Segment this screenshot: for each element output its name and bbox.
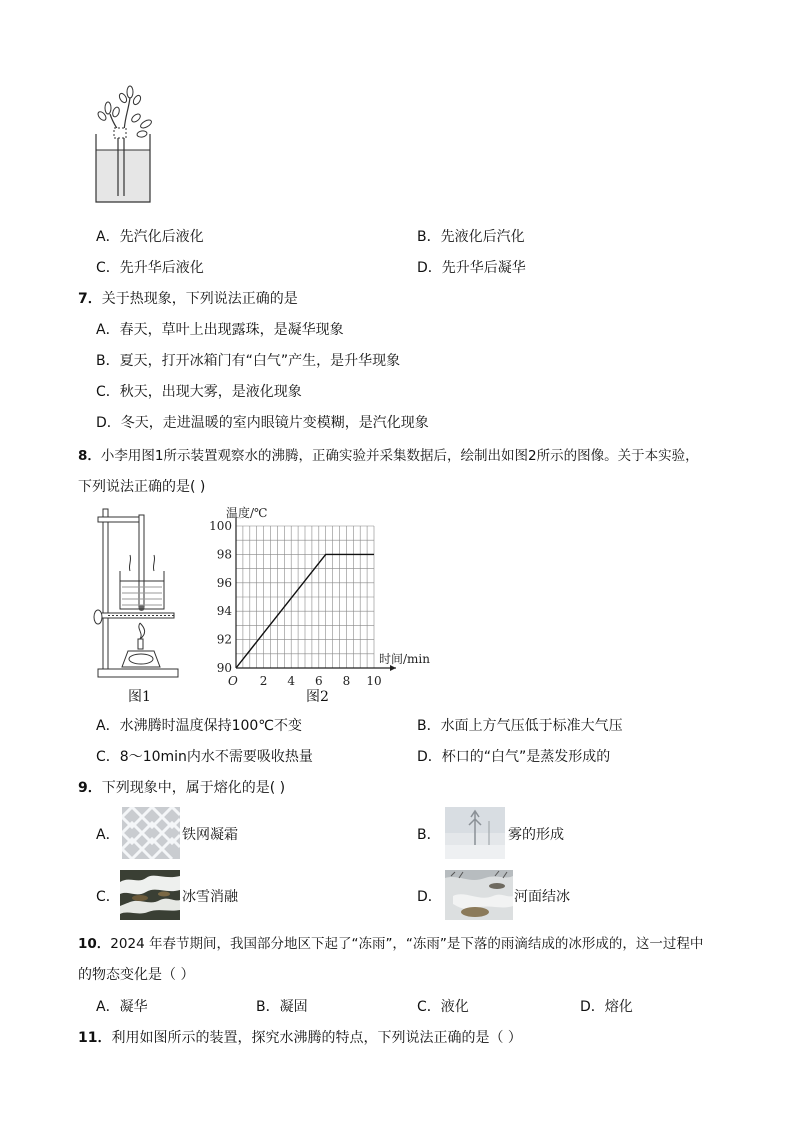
frozen-river-photo	[445, 870, 513, 920]
q11-stem: 11．利用如图所示的装置，探究水沸腾的特点，下列说法正确的是（ ）	[78, 1030, 522, 1046]
chart-origin: O	[228, 674, 238, 688]
y-tick-label: 96	[216, 575, 232, 590]
y-tick-label: 94	[216, 604, 232, 619]
q8-stem-line2: 下列说法正确的是( )	[78, 479, 206, 495]
q7-option-a[interactable]: A．春天，草叶上出现露珠，是凝华现象	[96, 322, 344, 338]
q10-option-d[interactable]: D．熔化	[580, 999, 633, 1015]
q6-option-a[interactable]: A．先汽化后液化	[96, 229, 204, 245]
q9-option-b-letter[interactable]: B．	[417, 827, 441, 843]
q9-stem: 9．下列现象中，属于熔化的是( )	[78, 780, 286, 796]
q9-option-c-text: 冰雪消融	[182, 889, 238, 905]
q7-stem: 7．关于热现象，下列说法正确的是	[78, 291, 298, 307]
boiling-apparatus-figure	[92, 505, 184, 685]
x-tick-label: 4	[287, 674, 296, 688]
q9-option-d-text: 河面结冰	[514, 889, 570, 905]
x-tick-label: 10	[366, 674, 382, 688]
branch-beaker-figure	[90, 84, 160, 208]
q10-stem-line2: 的物态变化是（ ）	[78, 967, 195, 983]
q7-option-b[interactable]: B．夏天，打开冰箱门有“白气”产生，是升华现象	[96, 353, 401, 369]
y-tick-label: 98	[216, 547, 232, 562]
figure1-caption: 图1	[128, 689, 151, 705]
q9-option-a-text: 铁网凝霜	[182, 827, 238, 843]
chart-xlabel: 时间/min	[379, 652, 430, 666]
q7-option-d[interactable]: D．冬天，走进温暖的室内眼镜片变模糊，是汽化现象	[96, 415, 429, 431]
q9-option-c-letter[interactable]: C．	[96, 889, 120, 905]
q8-option-a[interactable]: A．水沸腾时温度保持100℃不变	[96, 718, 303, 734]
q10-option-a[interactable]: A．凝华	[96, 999, 148, 1015]
chart-ylabel: 温度/℃	[226, 506, 268, 520]
q10-stem-line1: 10．2024 年春节期间，我国部分地区下起了“冻雨”，“冻雨”是下落的雨滴结成的冰形成的，这一过程中	[78, 936, 704, 952]
q6-option-b[interactable]: B．先液化后汽化	[417, 229, 525, 245]
q8-option-b[interactable]: B．水面上方气压低于标准大气压	[417, 718, 623, 734]
q7-option-c[interactable]: C．秋天，出现大雾，是液化现象	[96, 384, 302, 400]
melting-snow-photo	[120, 870, 180, 920]
x-tick-label: 8	[342, 674, 351, 688]
q8-option-d[interactable]: D．杯口的“白气”是蒸发形成的	[417, 749, 611, 765]
y-tick-label: 90	[216, 661, 232, 675]
figure2-caption: 图2	[306, 689, 329, 705]
q9-option-a-letter[interactable]: A．	[96, 827, 120, 843]
y-tick-label: 100	[209, 519, 232, 533]
x-tick-label: 6	[314, 674, 323, 688]
q8-stem-line1: 8．小李用图1所示装置观察水的沸腾，正确实验并采集数据后，绘制出如图2所示的图像。关于本实验，	[78, 448, 699, 464]
q9-option-b-text: 雾的形成	[508, 827, 564, 843]
q6-option-d[interactable]: D．先升华后凝华	[417, 260, 526, 276]
q9-option-d-letter[interactable]: D．	[417, 889, 442, 905]
x-tick-label: 2	[259, 674, 268, 688]
fog-landscape-photo	[445, 807, 505, 859]
frosted-wire-mesh-photo	[122, 807, 180, 859]
q10-option-c[interactable]: C．液化	[417, 999, 469, 1015]
y-tick-label: 92	[216, 632, 232, 647]
q8-option-c[interactable]: C．8～10min内水不需要吸收热量	[96, 749, 313, 765]
q10-option-b[interactable]: B．凝固	[256, 999, 308, 1015]
q6-option-c[interactable]: C．先升华后液化	[96, 260, 204, 276]
temperature-chart	[200, 500, 450, 700]
